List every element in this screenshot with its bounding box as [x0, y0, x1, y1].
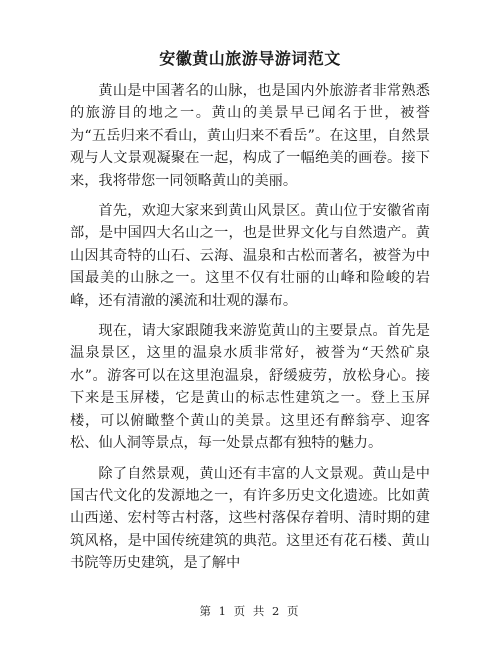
paragraph-intro: 黄山是中国著名的山脉，也是国内外旅游者非常熟悉的旅游目的地之一。黄山的美景早已闻名于世，被誉为“五岳归来不看山，黄山归来不看岳”。在这里，自然景观与人文景观凝聚在一起，构成了一幅绝美的画卷。接下来，我将带您一同领略黄山的美丽。 — [70, 83, 430, 189]
document-body — [70, 80, 430, 575]
paragraph-welcome: 首先，欢迎大家来到黄山风景区。黄山位于安徽省南部，是中国四大名山之一，也是世界文化与自然遗产。黄山因其奇特的山石、云海、温泉和古松而著名，被誉为中国最美的山脉之一。这里不仅有壮丽的山峰和险峻的岩峰，还有清澈的溪流和壮观的瀑布。 — [70, 203, 430, 309]
page-number-footer: 第 1 页 共 2 页 — [199, 604, 301, 618]
paragraph-attractions: 现在，请大家跟随我来游览黄山的主要景点。首先是温泉景区，这里的温泉水质非常好，被誉为“天然矿泉水”。游客可以在这里泡温泉，舒缓疲劳，放松身心。接下来是玉屏楼，它是黄山的标志性建筑之一。登上玉屏楼，可以俯瞰整个黄山的美景。这里还有醉翁亭、迎客松、仙人洞等景点，每一处景点都有独特的魅力。 — [70, 323, 430, 452]
paragraph-culture: 除了自然景观，黄山还有丰富的人文景观。黄山是中国古代文化的发源地之一，有许多历史文化遗迹。比如黄山西递、宏村等古村落，这些村落保存着明、清时期的建筑风格，是中国传统建筑的典范。这里还有花石楼、黄山书院等历史建筑，是了解中 — [70, 465, 430, 572]
document-title: 安徽黄山旅游导游词范文 — [159, 49, 341, 68]
